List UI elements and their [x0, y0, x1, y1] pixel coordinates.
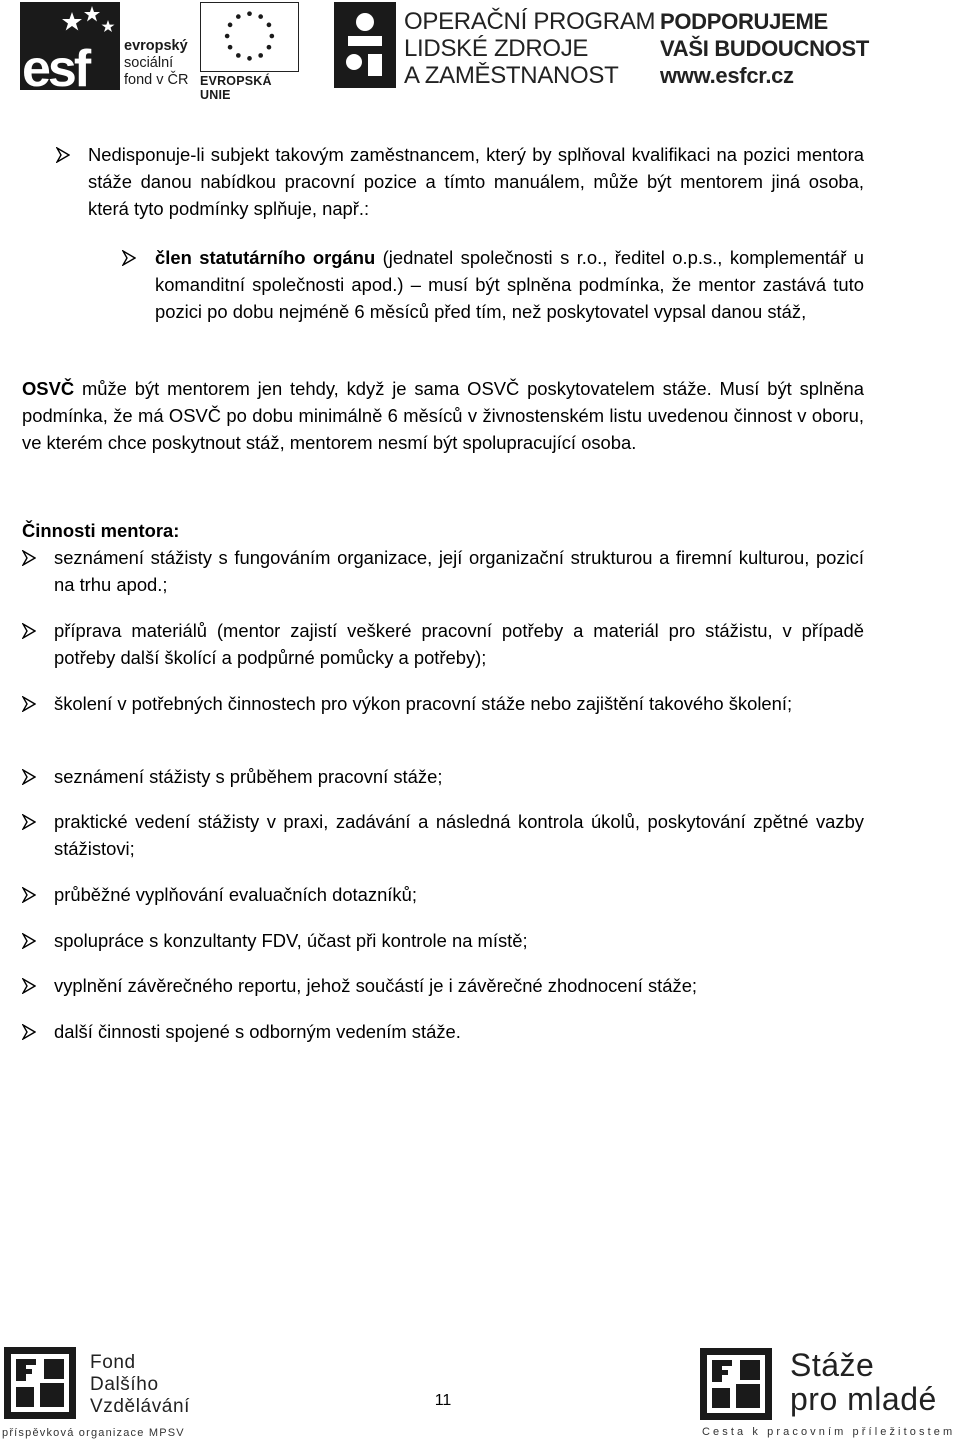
eu-logo: [200, 2, 300, 102]
fdv-logo: [4, 1347, 76, 1419]
staze-pro-mlade-name: [790, 1348, 937, 1416]
op-line: LIDSKÉ ZDROJE: [404, 35, 589, 62]
arrow-bullet-icon: [22, 696, 36, 712]
statutory-member-text: (jednatel společnosti s r.o., ředitel o.p.s., komplementář u komanditní společnosti apod.) – musí být splněna podmínka, že mentor zastává tuto pozici po dobu nejméně 6 měsíců před tím, než poskytovatel vypsal danou stáž,: [155, 247, 864, 323]
arrow-bullet-icon: [22, 1024, 36, 1040]
activity-item: vyplnění závěrečného reportu, jehož součástí je i závěrečné zhodnocení stáže;: [54, 975, 698, 996]
eu-label: EVROPSKÁ UNIE: [200, 74, 272, 102]
esf-caption-line: sociální: [124, 55, 174, 71]
paragraph-statutory-member: [155, 244, 864, 326]
activity-item: školení v potřebných činnostech pro výkon pracovní stáže nebo zajištění takového školení;: [54, 693, 793, 714]
spm-line: pro mladé: [790, 1381, 937, 1417]
activity-item: praktické vedení stážisty v praxi, zadávání a následná kontrola úkolů, poskytování zpětné vazby stážistovi;: [54, 811, 864, 860]
arrow-bullet-icon: [22, 814, 36, 830]
esf-mark: esf: [22, 40, 89, 90]
staze-pro-mlade-subtitle: Cesta k pracovním příležitostem: [702, 1426, 956, 1438]
arrow-bullet-icon: [22, 769, 36, 785]
paragraph-mentor-alternative: Nedisponuje-li subjekt takovým zaměstnancem, který by splňoval kvalifikaci na pozici mentora stáže danou nabídkou pracovní pozice a tímto manuálem, může být mentorem jiná osoba, která tyto podmínky splňuje, např.:: [88, 144, 864, 220]
esf-caption-line: fond v ČR: [124, 72, 189, 88]
staze-pro-mlade-logo: [700, 1348, 772, 1420]
arrow-bullet-icon: [56, 147, 70, 163]
op-puzzle-icon: [334, 2, 396, 88]
osvc-bold: OSVČ: [22, 378, 75, 399]
section-heading: Činnosti mentora:: [22, 520, 180, 541]
statutory-member-bold: člen statutárního orgánu: [155, 247, 376, 268]
esf-logo: [20, 2, 120, 90]
activity-item: další činnosti spojené s odborným vedením stáže.: [54, 1021, 461, 1042]
op-line: OPERAČNÍ PROGRAM: [404, 8, 656, 35]
fdv-line: Fond: [90, 1352, 136, 1373]
fdv-line: Dalšího: [90, 1374, 159, 1395]
arrow-bullet-icon: [22, 887, 36, 903]
op-line: A ZAMĚSTNANOST: [404, 62, 619, 89]
osvc-text: může být mentorem jen tehdy, když je sama OSVČ poskytovatelem stáže. Musí být splněna podmínka, že má OSVČ po dobu minimálně 6 měsíců v živnostenském listu uvedenou činnost v oboru, ve kterém chce poskytnout stáž, mentorem nesmí být spolupracující osoba.: [22, 378, 864, 454]
esf-caption-line: evropský: [124, 38, 188, 54]
spm-line: Stáže: [790, 1347, 875, 1383]
paragraph-osvc: [22, 375, 864, 457]
activity-item: průběžné vyplňování evaluačních dotazníků;: [54, 884, 417, 905]
arrow-bullet-icon: [22, 550, 36, 566]
arrow-bullet-icon: [22, 978, 36, 994]
page-number: 11: [434, 1392, 452, 1409]
activity-item: spolupráce s konzultanty FDV, účast při kontrole na místě;: [54, 930, 528, 951]
activity-item: seznámení stážisty s průběhem pracovní stáže;: [54, 766, 443, 787]
fdv-line: Vzdělávání: [90, 1396, 191, 1417]
page-header: [0, 0, 960, 100]
activity-item: seznámení stážisty s fungováním organizace, její organizační strukturou a firemní kulturou, pozicí na trhu apod.;: [54, 547, 864, 596]
arrow-bullet-icon: [122, 250, 136, 266]
activity-item: příprava materiálů (mentor zajistí veškeré pracovní potřeby a materiál pro stážistu, v případě potřeby další školící a podpůrné pomůcky a potřeby);: [54, 620, 864, 669]
fdv-subtitle: příspěvková organizace MPSV: [2, 1427, 185, 1439]
fdv-name: [90, 1352, 190, 1418]
esf-caption: [124, 38, 188, 89]
eu-flag: [200, 2, 299, 72]
slogan-line: PODPORUJEME: [660, 9, 828, 34]
slogan-line: VAŠI BUDOUCNOST: [660, 36, 869, 61]
esf-website-link[interactable]: www.esfcr.cz: [660, 63, 794, 88]
arrow-bullet-icon: [22, 623, 36, 639]
op-program-title: [404, 8, 655, 89]
arrow-bullet-icon: [22, 933, 36, 949]
esf-slogan: [660, 8, 869, 89]
